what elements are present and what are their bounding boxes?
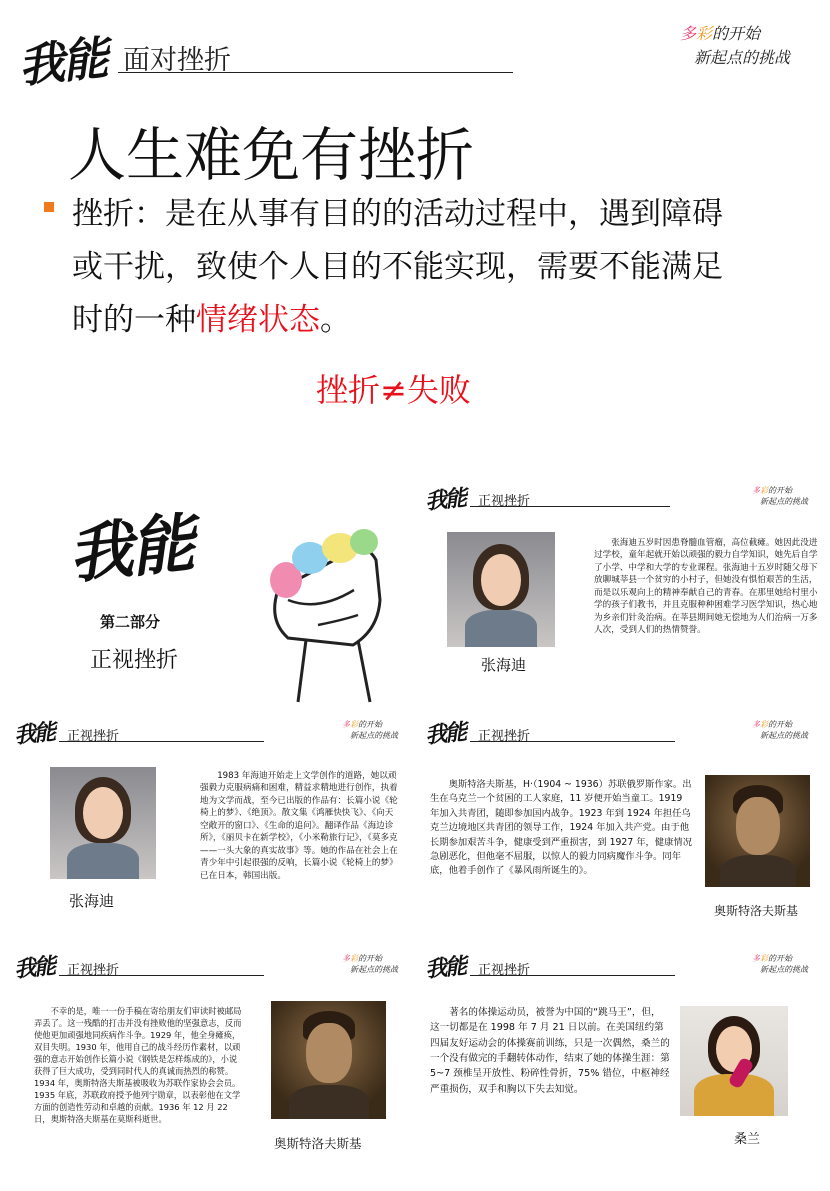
s3-photo xyxy=(705,775,810,887)
s2-text: 1983 年海迪开始走上文学创作的道路，她以顽强毅力克服病痛和困难，精益求精地进行创作，执着地为文学而战，至今已出版的作品有：长篇小说《轮椅上的梦》、《绝顶》。散文集《鸿雁快快飞》、《向天空敞开的窗口》、《生命的追问》。翻译作品《海边诊所》，《丽贝卡在新学校》，《小米勒旅行记》，《莫多克——一头大象的真实故事》等。她的作品在社会上在青少年中引起很强的反响，长篇小说《轮椅上的梦》已在日本，韩国出版。 xyxy=(200,771,398,881)
s3-logo: 我能 xyxy=(423,718,467,750)
s1-photo xyxy=(447,532,555,647)
s2-caption: 张海迪 xyxy=(69,892,115,910)
cover-logo: 我能 xyxy=(64,505,197,594)
page-title: 人生难免有挫折 xyxy=(68,121,475,189)
s3-slogan: 多彩的开始 新起点的挑战 xyxy=(752,720,808,741)
s5-slogan: 多彩的开始 新起点的挑战 xyxy=(752,954,808,975)
s2-slogan: 多彩的开始 新起点的挑战 xyxy=(342,720,398,741)
s4-text: 不幸的是，唯一一份手稿在寄给朋友们审读时被邮局弄丢了。这一残酷的打击并没有挫败他的坚强意志，反而使他更加顽强地同疾病作斗争。1929 年，他全身瘫痪，双目失明。1930 年，他用自己的战斗经历作素材，以顽强的意志开始创作长篇小说《钢铁是怎样炼成的》，小说获得了巨大成功，受到同时代人的真诚而热烈的称赞。1934 年，奥斯特洛夫斯基被吸收为苏联作家协会会员。1935 年底，苏联政府授予他列宁勋章，以表彰他在文学方面的创造性劳动和卓越的贡献。1936 年 12 月 22 日，奥斯特洛夫斯基在莫斯科逝世。 xyxy=(34,1006,242,1125)
definition-line-1: 挫折：是在从事有目的的活动过程中，遇到障碍 xyxy=(72,196,723,232)
s3-section: 正视挫折 xyxy=(478,729,531,744)
s2-section: 正视挫折 xyxy=(67,729,120,744)
bullet-square xyxy=(44,202,54,212)
definition-line-2: 或干扰，致使个人目的不能实现，需要不能满足 xyxy=(72,249,723,285)
cover-name: 正视挫折 xyxy=(90,648,179,673)
motto: 挫折≠失败 xyxy=(316,371,471,409)
s1-caption: 张海迪 xyxy=(481,656,527,674)
s1-section: 正视挫折 xyxy=(478,494,531,509)
definition xyxy=(72,188,817,347)
emotion-state: 情绪状态 xyxy=(196,302,320,338)
section-title: 面对挫折 xyxy=(123,45,231,76)
s1-text: 张海迪五岁时因患脊髓血管瘤，高位截瘫。她因此没进过学校，童年起就开始以顽强的毅力自学知识，她先后自学了小学、中学和大学的专业课程。张海迪十五岁时随父母下放聊城莘县一个贫穷的小村子，但她没有惧怕艰苦的生活，而是以乐观向上的精神奉献自己的青春。在那里她给村里小学的孩子们教书，并且克服种种困难学习医学知识，热心地为乡亲们针灸治病。在莘县期间她无偿地为人们治病一万多人次，受到人们的热情赞誉。 xyxy=(594,538,818,636)
s3-text: 奥斯特洛夫斯基，Н·（1904 ~ 1936）苏联俄罗斯作家。出生在乌克兰一个贫困的工人家庭，11 岁便开始当童工。1919 年加入共青团，随即参加国内战争。1923 年到 1924 年担任乌克兰边境地区共青团的领导工作，1924 年加入共产党。由于他长期参加艰苦斗争，健康受到严重损害，到 1927 年，健康情况急剧恶化，但他毫不屈服，以惊人的毅力同病魔作斗争。同年底，他着手创作了《暴风雨所诞生的》。 xyxy=(430,779,692,877)
s3-caption: 奥斯特洛夫斯基 xyxy=(714,904,799,918)
s5-caption: 桑兰 xyxy=(734,1132,761,1147)
definition-line-3: 时的一种 xyxy=(72,302,196,338)
cover-part: 第二部分 xyxy=(100,613,161,631)
s4-section: 正视挫折 xyxy=(67,963,120,978)
fist-illustration xyxy=(258,520,393,705)
logo-woneng: 我能 xyxy=(15,30,109,94)
s5-photo xyxy=(680,1006,788,1116)
s5-text: 著名的体操运动员，被誉为中国的“跳马王”，但，这一切都是在 1998 年 7 月 21 日以前。在美国纽约第四届友好运动会的体操赛前训练，只是一次偶然，桑兰的一个没有做完的手翻转体动作，结束了她的体操生涯：第 5~7 颈椎呈开放性、粉碎性骨折，75% 错位，中枢神经严重损伤，双手和胸以下失去知觉。 xyxy=(430,1007,670,1095)
s5-section: 正视挫折 xyxy=(478,963,531,978)
s4-slogan: 多彩的开始 新起点的挑战 xyxy=(342,954,398,975)
s2-logo: 我能 xyxy=(12,718,56,750)
s1-logo: 我能 xyxy=(423,484,467,516)
s5-logo: 我能 xyxy=(423,952,467,984)
s1-slogan: 多彩的开始 新起点的挑战 xyxy=(752,486,808,507)
slogan: 多彩的开始 新起点的挑战 xyxy=(680,24,791,67)
definition-end: 。 xyxy=(320,302,351,338)
s2-photo xyxy=(50,767,156,879)
s4-caption: 奥斯特洛夫斯基 xyxy=(274,1136,362,1151)
s4-logo: 我能 xyxy=(12,952,56,984)
s4-photo xyxy=(271,1001,386,1119)
